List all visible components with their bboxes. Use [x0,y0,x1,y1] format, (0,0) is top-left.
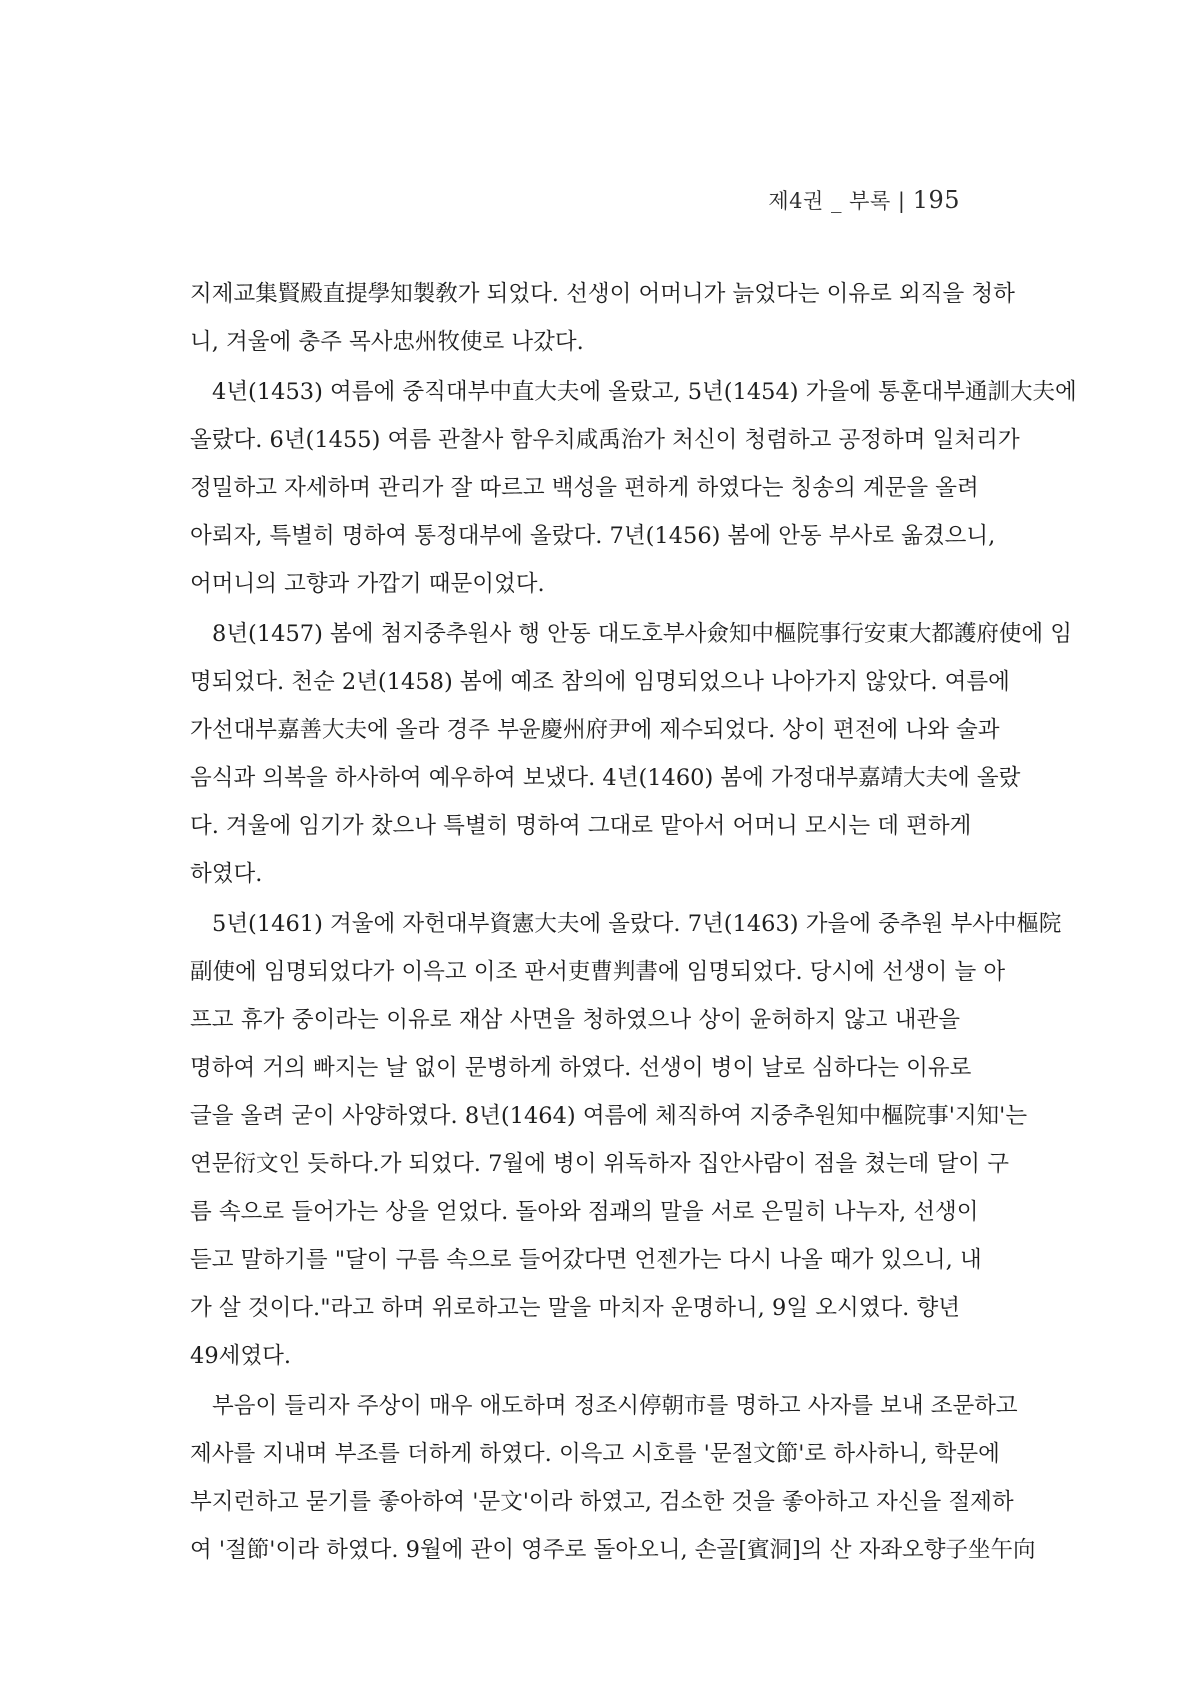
text-line: 부지런하고 묻기를 좋아하여 '문文'이라 하였고, 검소한 것을 좋아하고 자신을 절제하 [190,1489,1014,1515]
text-line: 副使에 임명되었다가 이윽고 이조 판서吏曹判書에 임명되었다. 당시에 선생이 늘 아 [190,959,1006,985]
text-line: 연문衍文인 듯하다.가 되었다. 7월에 병이 위독하자 집안사람이 점을 쳤는데 달이 구 [190,1151,1009,1177]
text-line: 제사를 지내며 부조를 더하게 하였다. 이윽고 시호를 '문절文節'로 하사하니, 학문에 [190,1441,1000,1467]
text-line: 정밀하고 자세하며 관리가 잘 따르고 백성을 편하게 하였다는 칭송의 계문을 올려 [190,475,979,501]
text-line: 가선대부嘉善大夫에 올라 경주 부윤慶州府尹에 제수되었다. 상이 편전에 나와 술과 [190,717,1000,743]
volume-label: 제4권 [768,189,824,213]
text-line: 명되었다. 천순 2년(1458) 봄에 예조 참의에 임명되었으나 나아가지 않았다. 여름에 [190,669,1010,695]
paragraph-start-line: 5년(1461) 겨울에 자헌대부資憲大夫에 올랐다. 7년(1463) 가을에 중추원 부사中樞院 [212,911,1062,937]
text-line: 명하여 거의 빠지는 날 없이 문병하게 하였다. 선생이 병이 날로 심하다는 이유로 [190,1055,972,1081]
page-number: 195 [912,186,960,214]
paragraph-start-line: 8년(1457) 봄에 첨지중추원사 행 안동 대도호부사僉知中樞院事行安東大都護府使에 임 [212,621,1073,647]
text-line: 올랐다. 6년(1455) 여름 관찰사 함우치咸禹治가 처신이 청렴하고 공정하며 일처리가 [190,427,1020,453]
text-line: 다. 겨울에 임기가 찼으나 특별히 명하여 그대로 맡아서 어머니 모시는 데 편하게 [190,813,972,839]
section-label: 부록 [849,189,891,213]
text-line: 프고 휴가 중이라는 이유로 재삼 사면을 청하였으나 상이 윤허하지 않고 내관을 [190,1007,960,1033]
text-line: 지제교集賢殿直提學知製敎가 되었다. 선생이 어머니가 늙었다는 이유로 외직을 청하 [190,281,1015,307]
text-line: 듣고 말하기를 "달이 구름 속으로 들어갔다면 언젠가는 다시 나올 때가 있으니, 내 [190,1247,982,1273]
text-line: 여 '절節'이라 하였다. 9월에 관이 영주로 돌아오니, 손골[賓洞]의 산 자좌오향子坐午向 [190,1537,1036,1563]
paragraph-start-line: 부음이 들리자 주상이 매우 애도하며 정조시停朝市를 명하고 사자를 보내 조문하고 [212,1393,1018,1419]
text-line: 아뢰자, 특별히 명하여 통정대부에 올랐다. 7년(1456) 봄에 안동 부사로 옮겼으니, [190,523,996,549]
text-line: 하였다. [190,861,263,887]
text-line: 름 속으로 들어가는 상을 얻었다. 돌아와 점괘의 말을 서로 은밀히 나누자, 선생이 [190,1199,979,1225]
text-line: 음식과 의복을 하사하여 예우하여 보냈다. 4년(1460) 봄에 가정대부嘉靖大夫에 올랐 [190,765,1021,791]
text-line: 어머니의 고향과 가깝기 때문이었다. [190,571,545,597]
paragraph-start-line: 4년(1453) 여름에 중직대부中直大夫에 올랐고, 5년(1454) 가을에 통훈대부通訓大夫에 [212,379,1077,405]
running-header [768,185,960,215]
text-line: 니, 겨울에 충주 목사忠州牧使로 나갔다. [190,329,584,355]
body-text [190,270,1077,1574]
text-line: 가 살 것이다."라고 하며 위로하고는 말을 마치자 운명하니, 9일 오시였다. 향년 [190,1295,960,1321]
text-line: 49세였다. [190,1343,291,1369]
header-divider: | [890,189,913,213]
header-separator: _ [823,189,850,213]
text-line: 글을 올려 굳이 사양하였다. 8년(1464) 여름에 체직하여 지중추원知中樞院事'지知'는 [190,1103,1028,1129]
